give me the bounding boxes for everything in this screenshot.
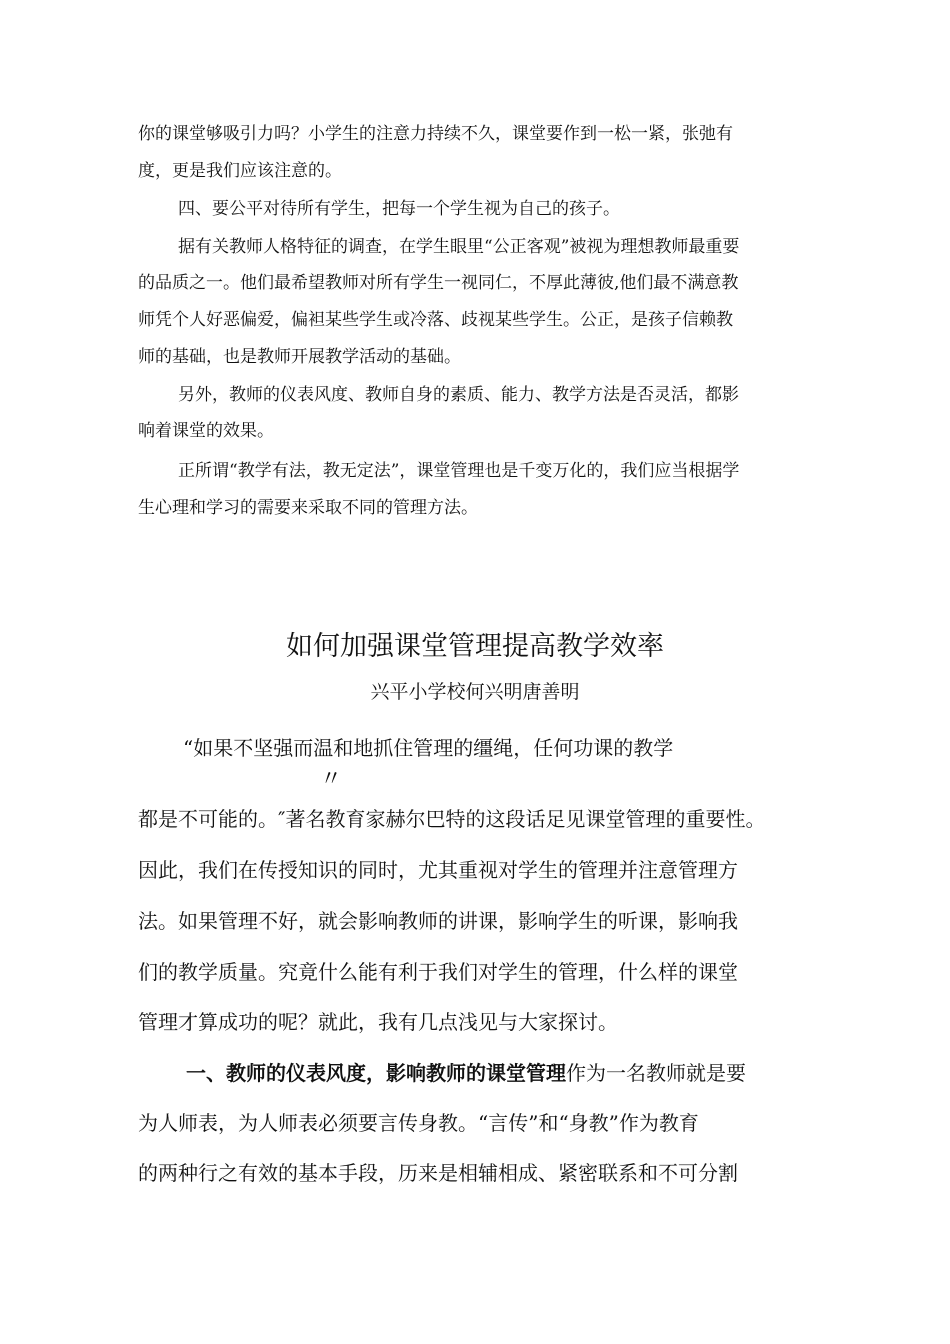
section-heading-four: 四、要公平对待所有学生，把每一个学生视为自己的孩子。 [178,199,620,219]
paragraph-line: 生心理和学习的需要来采取不同的管理方法。 [138,498,478,518]
paragraph-line: 为人师表，为人师表必须要言传身教。“言传”和“身教”作为教育 [138,1111,699,1135]
paragraph-line: 都是不可能的。″著名教育家赫尔巴特的这段话足见课堂管理的重要性。 [138,807,766,831]
section-heading-one [186,1057,746,1086]
quote-line: “如果不坚强而温和地抓住管理的缰绳，任何功课的教学 [183,736,674,760]
paragraph-line: 据有关教师人格特征的调查，在学生眼里“公正客观”被视为理想教师最重要 [178,237,740,257]
paragraph-line: 们的教学质量。究竟什么能有利于我们对学生的管理，什么样的课堂 [138,960,738,984]
paragraph-line: 因此，我们在传授知识的同时，尤其重视对学生的管理并注意管理方 [138,858,738,882]
paragraph-line: 度，更是我们应该注意的。 [138,161,342,181]
paragraph-line: 你的课堂够吸引力吗？小学生的注意力持续不久，课堂要作到一松一紧，张弛有 [138,124,733,144]
article-title: 如何加强课堂管理提高教学效率 [286,631,664,662]
paragraph-line: 管理才算成功的呢？就此，我有几点浅见与大家探讨。 [138,1010,618,1034]
section-heading-rest: 作为一名教师就是要 [566,1061,746,1085]
closing-quote-mark: 〃 [320,767,343,792]
paragraph-line: 正所谓“教学有法，教无定法”，课堂管理也是千变万化的，我们应当根据学 [178,461,740,481]
paragraph-line: 响着课堂的效果。 [138,421,274,441]
paragraph-line: 师的基础，也是教师开展教学活动的基础。 [138,347,461,367]
paragraph-line: 师凭个人好恶偏爱，偏袒某些学生或冷落、歧视某些学生。公正，是孩子信赖教 [138,310,733,330]
section-heading-bold: 一、教师的仪表风度，影响教师的课堂管理 [186,1061,566,1085]
paragraph-line: 的两种行之有效的基本手段，历来是相辅相成、紧密联系和不可分割 [138,1161,738,1185]
article-author: 兴平小学校何兴明唐善明 [370,681,580,703]
paragraph-line: 法。如果管理不好，就会影响教师的讲课，影响学生的听课，影响我 [138,909,738,933]
paragraph-line: 的品质之一。他们最希望教师对所有学生一视同仁，不厚此薄彼,他们最不满意教 [138,273,739,293]
paragraph-line: 另外，教师的仪表风度、教师自身的素质、能力、教学方法是否灵活，都影 [178,385,739,405]
